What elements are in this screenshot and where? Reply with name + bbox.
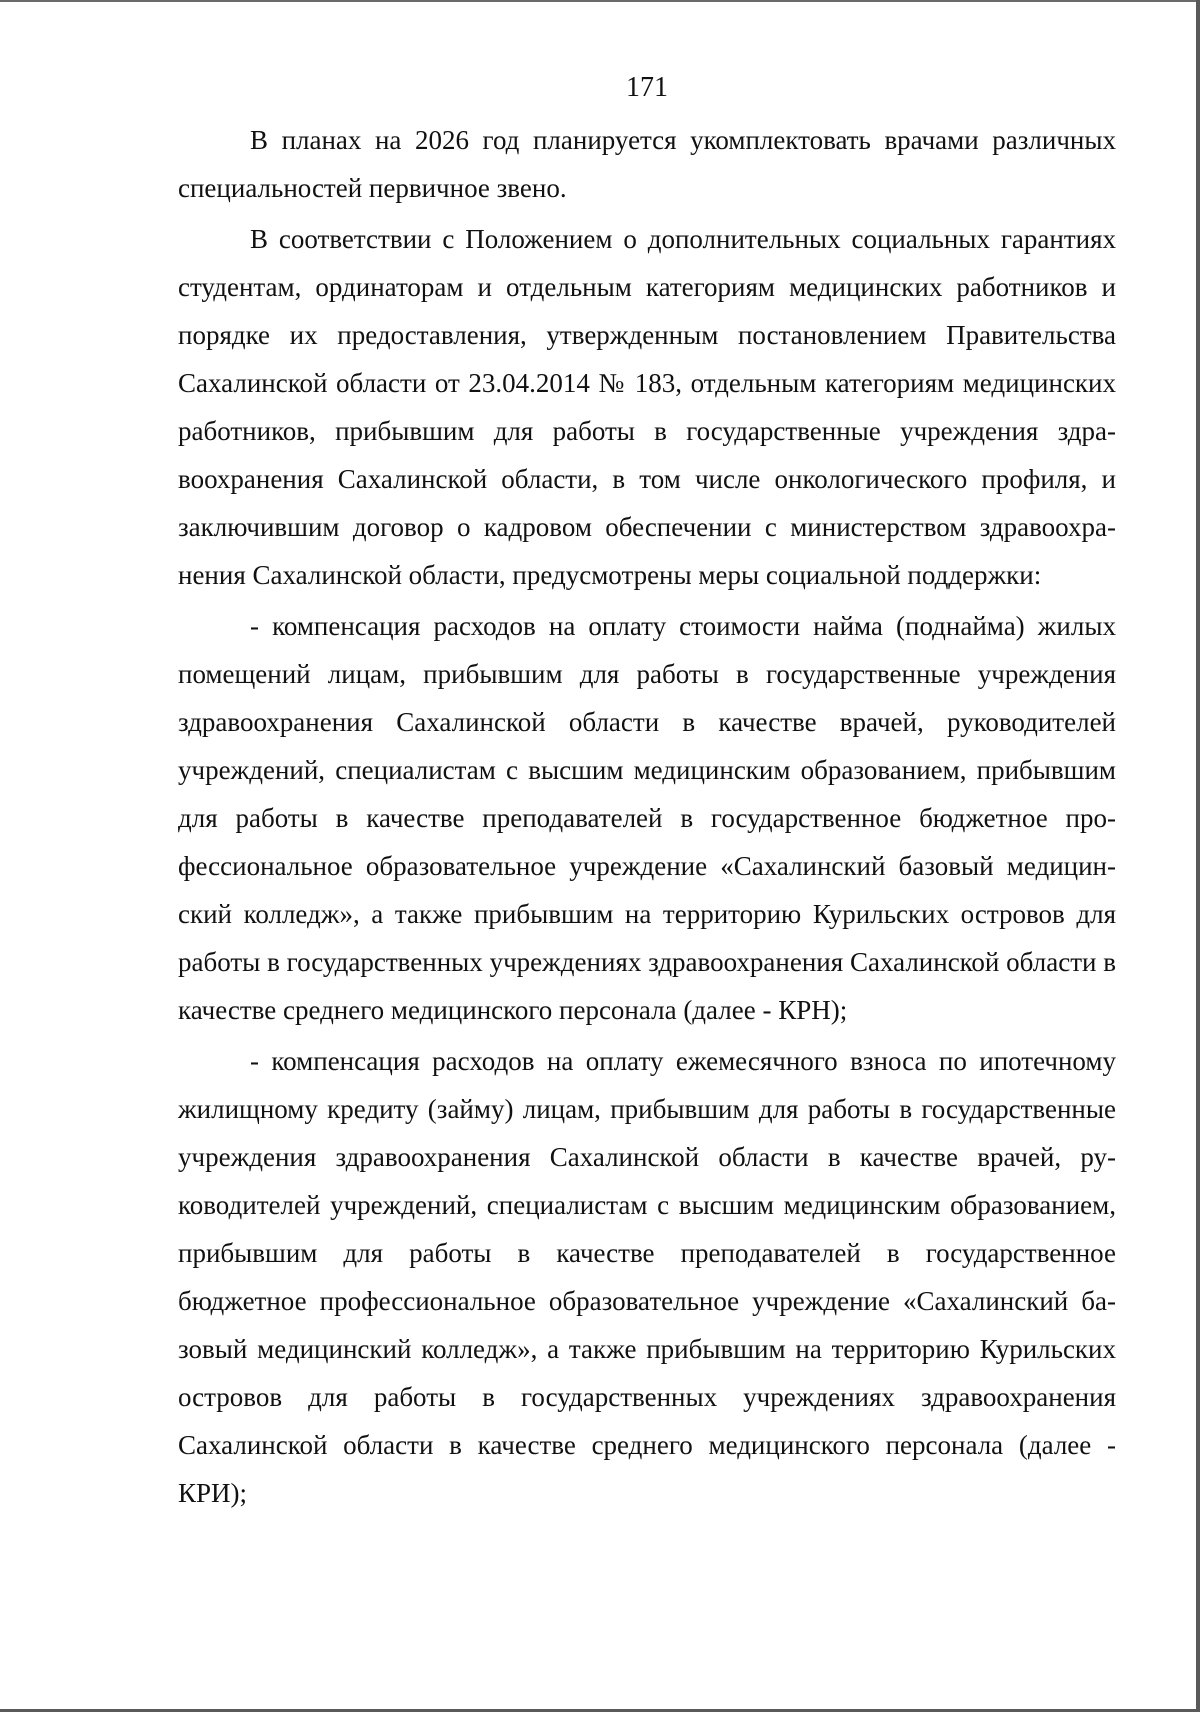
paragraph-mortgage-compensation: - компенсация расходов на оплату ежемесячного взноса по ипотечному жилищному кредиту (займу) лицам, прибывшим для работы в государственные учреждения здравоохранения Сахалинской области в качестве врачей, руководителей учреждений, специалистам с высшим медицинским образованием, прибывшим для работы в качестве преподавателей в государственное бюджетное профессиональное образовательное учреждение «Сахалинский базовый медицинский колледж», а также прибывшим на территорию Курильских островов для работы в государственных учреждениях здравоохранения Сахалинской области в качестве среднего медицинского персонала (далее - КРИ);	[178, 1046, 1116, 1508]
document-page	[178, 60, 1116, 1517]
scan-edge-top	[0, 0, 1200, 2]
page-number: 171	[626, 72, 668, 103]
paragraph-social-guarantees: В соответствии с Положением о дополнительных социальных гарантиях студентам, ординаторам и отдельным категориям медицинских работников и порядке их предоставления, утвержденным постановлением Правительства Сахалинской области от 23.04.2014 № 183, отдельным категориям медицинских работников, прибывшим для работы в государственные учреждения здравоохранения Сахалинской области, в том числе онкологического профиля, и заключившим договор о кадровом обеспечении с министерством здравоохранения Сахалинской области, предусмотрены меры социальной поддержки:	[178, 224, 1116, 590]
scan-edge-right	[1196, 0, 1200, 1712]
paragraph-rent-compensation: - компенсация расходов на оплату стоимости найма (поднайма) жилых помещений лицам, прибывшим для работы в государственные учреждения здравоохранения Сахалинской области в качестве врачей, руководителей учреждений, специалистам с высшим медицинским образованием, прибывшим для работы в качестве преподавателей в государственное бюджетное профессиональное образовательное учреждение «Сахалинский базовый медицинский колледж», а также прибывшим на территорию Курильских островов для работы в государственных учреждениях здравоохранения Сахалинской области в качестве среднего медицинского персонала (далее - КРН);	[178, 611, 1116, 1025]
paragraph-plans-2026: В планах на 2026 год планируется укомплектовать врачами различных специальностей первичное звено.	[178, 125, 1116, 203]
